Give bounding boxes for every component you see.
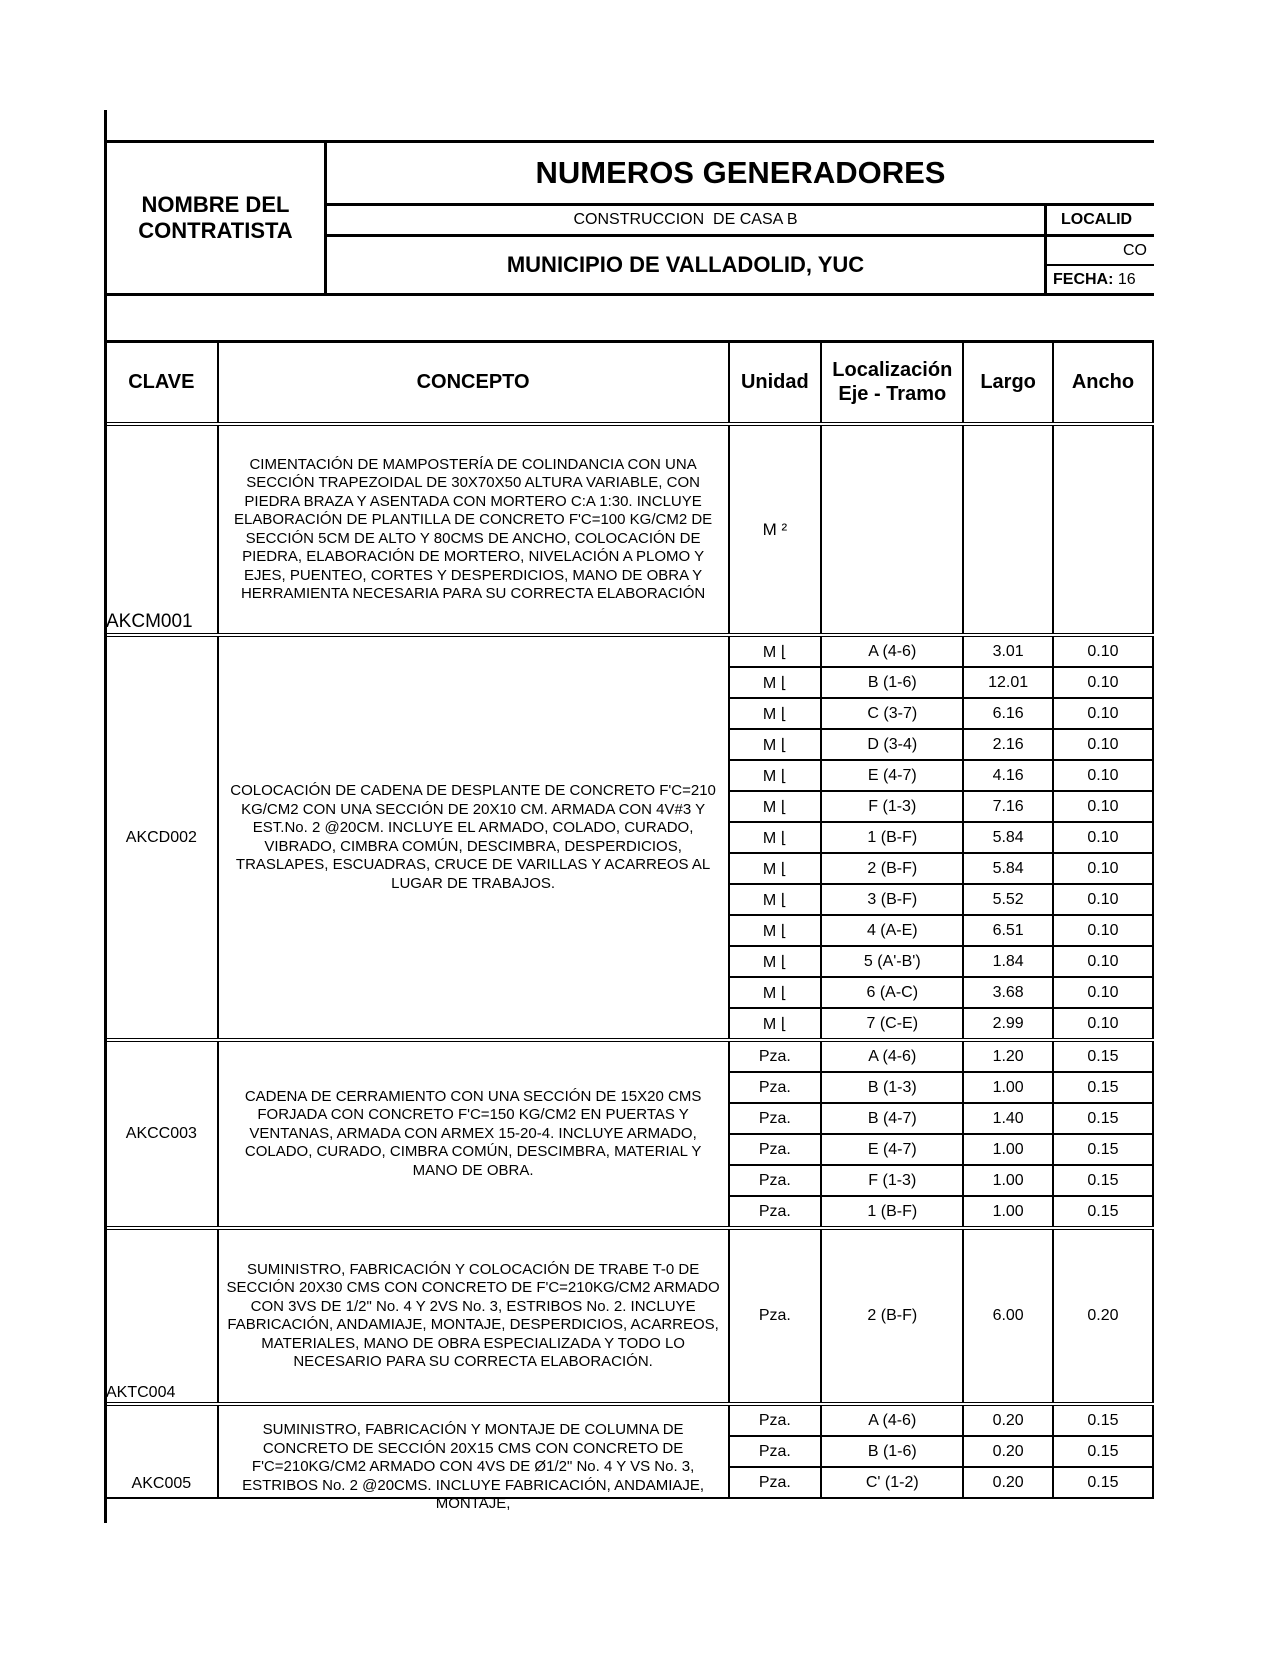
row-localizacion: 7 (C-E) <box>821 1008 963 1040</box>
item-unidad: Pza. <box>729 1228 822 1404</box>
row-ancho: 0.10 <box>1053 667 1153 698</box>
row-localizacion: 2 (B-F) <box>821 853 963 884</box>
row-ancho: 0.15 <box>1053 1467 1153 1498</box>
item-ancho: 0.20 <box>1053 1228 1153 1404</box>
row-localizacion: C (3-7) <box>821 698 963 729</box>
item-concepto: CIMENTACIÓN DE MAMPOSTERÍA DE COLINDANCIA CON UNA SECCIÓN TRAPEZOIDAL DE 30X70X50 ALTURA VARIABLE, CON PIEDRA BRAZA Y ASENTADA CON MORTERO C:A 1:30. INCLUYE ELABORACIÓN DE PLANTILLA DE CONCRETO F'C=100 KG/CM2 DE SECCIÓN 5CM DE ALTO Y 80CMS DE ANCHO, COLOCACIÓN DE PIEDRA, ELABORACIÓN DE MORTERO, NIVELACIÓN A PLOMO Y EJES, PUENTEO, CORTES Y DESPERDICIOS, MANO DE OBRA Y HERRAMIENTA NECESARIA PARA SU CORRECTA ELABORACIÓN <box>218 424 729 635</box>
row-unidad: Pza. <box>729 1404 822 1436</box>
item-unidad: M ² <box>729 424 822 635</box>
row-unidad: Pza. <box>729 1196 822 1228</box>
item-localizacion: 2 (B-F) <box>821 1228 963 1404</box>
row-localizacion: 1 (B-F) <box>821 822 963 853</box>
row-localizacion: 1 (B-F) <box>821 1196 963 1228</box>
municipality: MUNICIPIO DE VALLADOLID, YUC <box>506 252 865 277</box>
row-ancho: 0.15 <box>1053 1134 1153 1165</box>
item-concepto-text: SUMINISTRO, FABRICACIÓN Y MONTAJE DE COLUMNA DE CONCRETO DE SECCIÓN 20X15 CMS CON CONCRETO DE F'C=210KG/CM2 ARMADO CON 4VS DE Ø1/2" No. 4 Y VS No. 3, ESTRIBOS No. 2 @20CMS. INCLUYE FABRICACIÓN, ANDAMIAJE, MONTAJE, <box>242 1421 705 1512</box>
item-clave: AKCD002 <box>105 635 218 1040</box>
col-clave: CLAVE <box>105 341 218 424</box>
row-ancho: 0.10 <box>1053 635 1153 667</box>
row-largo: 4.16 <box>963 760 1053 791</box>
row-localizacion: A (4-6) <box>821 1040 963 1072</box>
row-largo: 1.00 <box>963 1165 1053 1196</box>
row-unidad: M ⌊ <box>729 822 822 853</box>
row-localizacion: F (1-3) <box>821 1165 963 1196</box>
row-ancho: 0.10 <box>1053 946 1153 977</box>
row-localizacion: F (1-3) <box>821 791 963 822</box>
row-largo: 0.20 <box>963 1404 1053 1436</box>
row-ancho: 0.10 <box>1053 822 1153 853</box>
row-localizacion: 5 (A'-B') <box>821 946 963 977</box>
item-concepto: SUMINISTRO, FABRICACIÓN Y COLOCACIÓN DE TRABE T-0 DE SECCIÓN 20X30 CMS CON CONCRETO DE F'C=210KG/CM2 ARMADO CON 3VS DE 1/2" No. 4 Y 2VS No. 3, ESTRIBOS No. 2. INCLUYE FABRICACIÓN, ANDAMIAJE, MONTAJE, DESPERDICIOS, ACARREOS, MATERIALES, MANO DE OBRA ESPECIALIZADA Y TODO LO NECESARIO PARA SU CORRECTA ELABORACIÓN. <box>218 1228 729 1404</box>
row-unidad: M ⌊ <box>729 977 822 1008</box>
row-largo: 6.16 <box>963 698 1053 729</box>
row-ancho: 0.10 <box>1053 915 1153 946</box>
row-largo: 5.52 <box>963 884 1053 915</box>
row-unidad: M ⌊ <box>729 853 822 884</box>
row-largo: 2.16 <box>963 729 1053 760</box>
date-value: 16 <box>1117 271 1136 288</box>
row-localizacion: B (4-7) <box>821 1103 963 1134</box>
generadores-table <box>104 340 1154 1512</box>
row-ancho: 0.15 <box>1053 1196 1153 1228</box>
date-label: FECHA: <box>1053 271 1114 288</box>
col-unidad: Unidad <box>729 341 822 424</box>
row-localizacion: 6 (A-C) <box>821 977 963 1008</box>
row-unidad: M ⌊ <box>729 698 822 729</box>
row-ancho: 0.10 <box>1053 853 1153 884</box>
item-clave: AKCM001 <box>105 424 218 635</box>
row-largo: 5.84 <box>963 822 1053 853</box>
row-unidad: M ⌊ <box>729 915 822 946</box>
row-ancho: 0.15 <box>1053 1103 1153 1134</box>
table-header-row <box>105 341 1153 424</box>
row-largo: 1.40 <box>963 1103 1053 1134</box>
row-unidad: M ⌊ <box>729 884 822 915</box>
item-clave: AKTC004 <box>105 1228 218 1404</box>
row-unidad: Pza. <box>729 1134 822 1165</box>
table-row <box>105 635 1153 667</box>
row-largo: 1.00 <box>963 1072 1053 1103</box>
date-row <box>1047 266 1160 293</box>
row-ancho: 0.10 <box>1053 884 1153 915</box>
row-largo: 3.68 <box>963 977 1053 1008</box>
row-localizacion: 3 (B-F) <box>821 884 963 915</box>
table-row <box>105 1404 1153 1436</box>
row-ancho: 0.10 <box>1053 977 1153 1008</box>
row-largo: 0.20 <box>963 1436 1053 1467</box>
row-localizacion: C' (1-2) <box>821 1467 963 1498</box>
item-clave: AKCC003 <box>105 1040 218 1228</box>
row-largo: 3.01 <box>963 635 1053 667</box>
row-ancho: 0.15 <box>1053 1404 1153 1436</box>
row-ancho: 0.10 <box>1053 791 1153 822</box>
row-largo: 6.51 <box>963 915 1053 946</box>
row-localizacion: D (3-4) <box>821 729 963 760</box>
item-ancho <box>1053 424 1153 635</box>
row-localizacion: A (4-6) <box>821 1404 963 1436</box>
item-largo <box>963 424 1053 635</box>
item-largo: 6.00 <box>963 1228 1053 1404</box>
row-largo: 1.20 <box>963 1040 1053 1072</box>
project-name: CONSTRUCCION DE CASA B <box>573 211 798 228</box>
row-localizacion: B (1-6) <box>821 667 963 698</box>
row-largo: 1.00 <box>963 1196 1053 1228</box>
row-localizacion: 4 (A-E) <box>821 915 963 946</box>
row-largo: 7.16 <box>963 791 1053 822</box>
row-unidad: Pza. <box>729 1040 822 1072</box>
row-localizacion: A (4-6) <box>821 635 963 667</box>
row-unidad: Pza. <box>729 1165 822 1196</box>
row-ancho: 0.10 <box>1053 1008 1153 1040</box>
row-ancho: 0.15 <box>1053 1436 1153 1467</box>
row-unidad: Pza. <box>729 1072 822 1103</box>
row-ancho: 0.15 <box>1053 1040 1153 1072</box>
row-ancho: 0.10 <box>1053 760 1153 791</box>
table-row <box>105 1040 1153 1072</box>
row-unidad: M ⌊ <box>729 729 822 760</box>
table-row <box>105 1228 1153 1404</box>
contractor-label: NOMBRE DEL CONTRATISTA <box>138 192 293 243</box>
row-unidad: M ⌊ <box>729 667 822 698</box>
table-row <box>105 424 1153 635</box>
row-ancho: 0.10 <box>1053 729 1153 760</box>
col-ancho: Ancho <box>1053 341 1153 424</box>
item-concepto: COLOCACIÓN DE CADENA DE DESPLANTE DE CONCRETO F'C=210 KG/CM2 CON UNA SECCIÓN DE 20X10 CM. ARMADA CON 4V#3 Y EST.No. 2 @20CM. INCLUYE EL ARMADO, COLADO, CURADO, VIBRADO, CIMBRA COMÚN, DESCIMBRA, DESPERDICIOS, TRASLAPES, ESCUADRAS, CRUCE DE VARILLAS Y ACARREOS AL LUGAR DE TRABAJOS. <box>218 635 729 1040</box>
row-unidad: Pza. <box>729 1436 822 1467</box>
item-clave: AKC005 <box>105 1404 218 1498</box>
row-largo: 5.84 <box>963 853 1053 884</box>
row-largo: 1.84 <box>963 946 1053 977</box>
col-concepto: CONCEPTO <box>218 341 729 424</box>
row-localizacion: B (1-6) <box>821 1436 963 1467</box>
row-ancho: 0.15 <box>1053 1165 1153 1196</box>
row-unidad: M ⌊ <box>729 1008 822 1040</box>
row-localizacion: E (4-7) <box>821 1134 963 1165</box>
row-largo: 1.00 <box>963 1134 1053 1165</box>
row-largo: 2.99 <box>963 1008 1053 1040</box>
header-bottom-line <box>104 293 1154 296</box>
row-largo: 12.01 <box>963 667 1053 698</box>
location-label: LOCALID <box>1061 211 1133 228</box>
row-unidad: Pza. <box>729 1467 822 1498</box>
row-unidad: M ⌊ <box>729 946 822 977</box>
row-unidad: M ⌊ <box>729 791 822 822</box>
item-concepto: CADENA DE CERRAMIENTO CON UNA SECCIÓN DE 15X20 CMS FORJADA CON CONCRETO F'C=150 KG/CM2 EN PUERTAS Y VENTANAS, ARMADA CON ARMEX 15-20-4. INCLUYE ARMADO, COLADO, CURADO, CIMBRA COMÚN, DESCIMBRA, MATERIAL Y MANO DE OBRA. <box>218 1040 729 1228</box>
row-unidad: Pza. <box>729 1103 822 1134</box>
col-localizacion: Localización Eje - Tramo <box>821 341 963 424</box>
item-concepto <box>218 1404 729 1512</box>
row-unidad: M ⌊ <box>729 635 822 667</box>
row-unidad: M ⌊ <box>729 760 822 791</box>
row-localizacion: B (1-3) <box>821 1072 963 1103</box>
location-value: CO <box>1123 242 1147 259</box>
row-localizacion: E (4-7) <box>821 760 963 791</box>
row-largo: 0.20 <box>963 1467 1053 1498</box>
row-ancho: 0.10 <box>1053 698 1153 729</box>
generadores-sheet <box>104 110 1154 1523</box>
row-ancho: 0.15 <box>1053 1072 1153 1103</box>
item-localizacion <box>821 424 963 635</box>
page-title: NUMEROS GENERADORES <box>535 155 946 190</box>
col-largo: Largo <box>963 341 1053 424</box>
